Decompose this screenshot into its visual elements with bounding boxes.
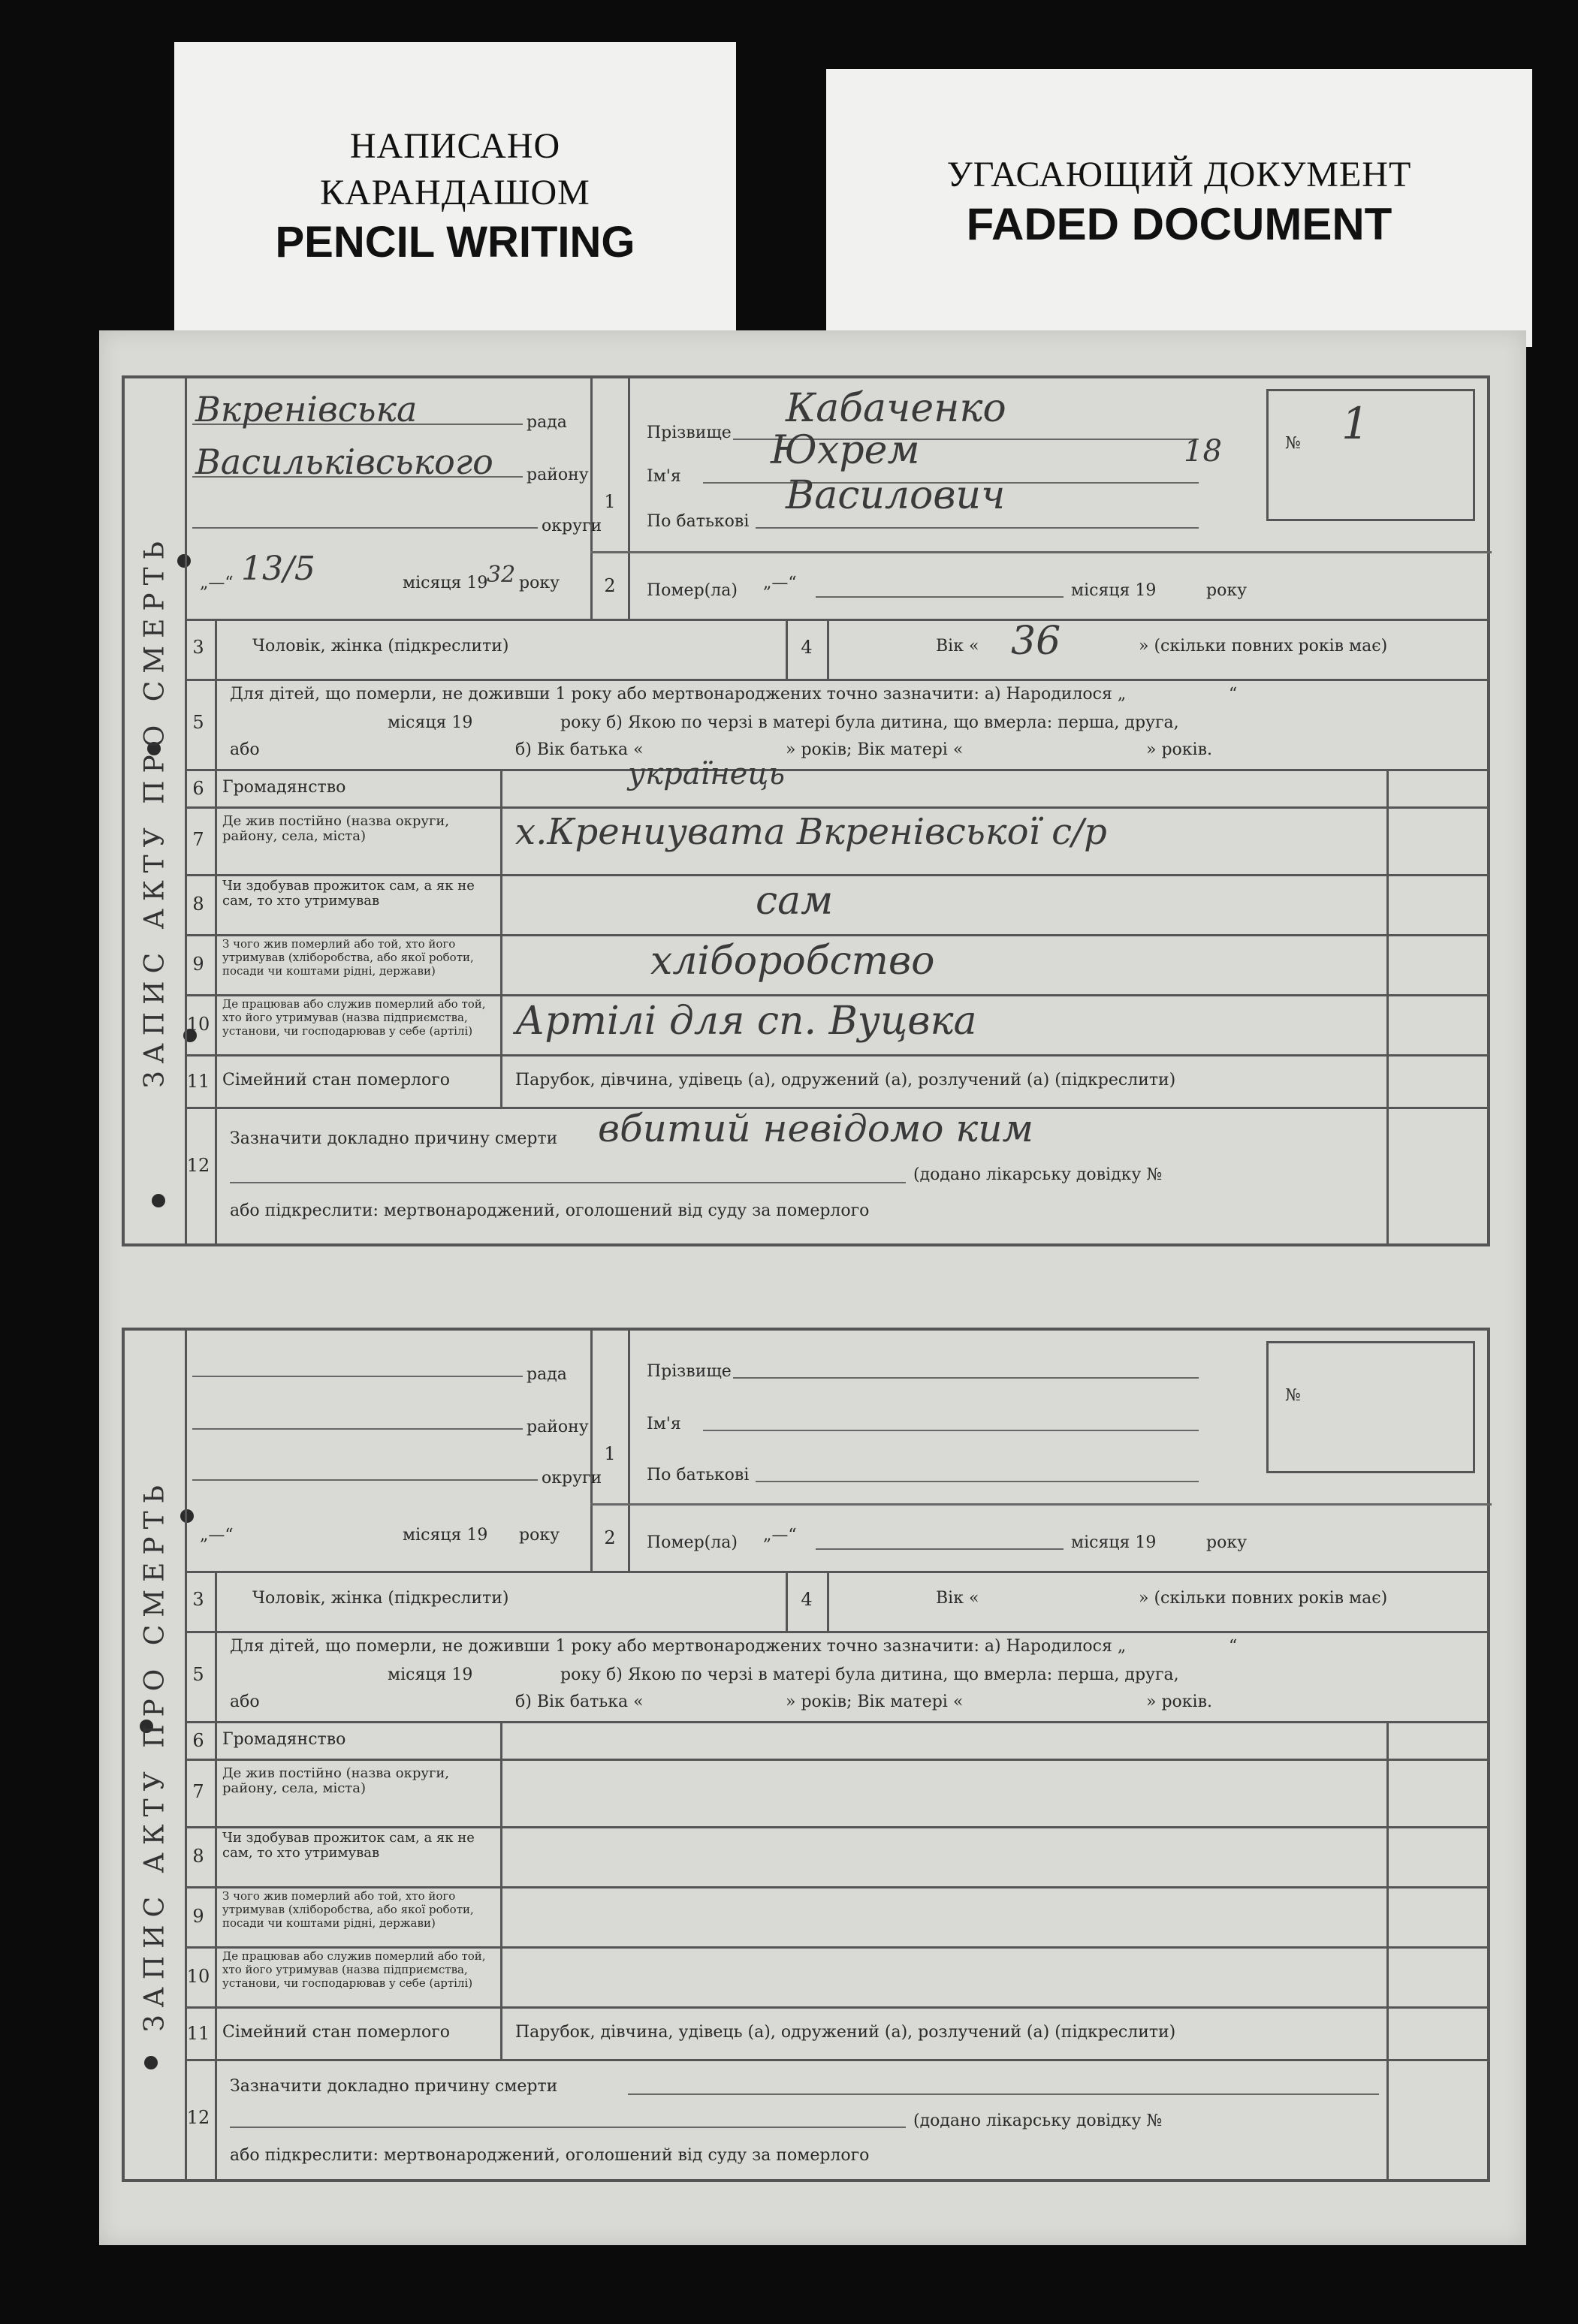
row-number: 3 (192, 1589, 204, 1610)
date-open-quote: „—“ (200, 574, 234, 592)
workplace-label: Де працював або служив померлий або той, хто його утримував (назва підприємства, установи, чи господарював у себе (артілі) (222, 1949, 486, 1990)
livelihood-label: Чи здобував прожиток сам, а як не сам, то хто утримував (222, 878, 475, 909)
cause-label: Зазначити докладно причину смерти (230, 2077, 558, 2096)
residence-label: Де жив постійно (назва округи, району, села, міста) (222, 1765, 450, 1796)
age-suffix: » (скільки повних років має) (1139, 1589, 1388, 1608)
row-number: 10 (186, 1014, 210, 1035)
died-label: Помер(ла) (647, 1533, 738, 1552)
card-ru-line2: КАРАНДАШОМ (320, 173, 590, 213)
rada-value: Вкренівська (195, 389, 418, 430)
age-label: Вік « (936, 1589, 979, 1608)
children-text-7: » років. (1146, 740, 1212, 759)
died-quotes: „—“ (763, 574, 797, 592)
row-number: 8 (192, 1846, 204, 1867)
row-7 (185, 1759, 1487, 1828)
row-number: 6 (192, 778, 204, 799)
workplace-value: Артілі для сп. Вуцвка (515, 999, 977, 1044)
children-text-3: року б) Якою по черзі в матері була дитина, що вмерла: перша, друга, (560, 713, 1179, 732)
faded-document-card (826, 69, 1532, 347)
row-number: 8 (192, 894, 204, 915)
surname-value: Кабаченко (786, 386, 1006, 431)
row-number: 12 (186, 2107, 210, 2128)
row-6 (185, 757, 1487, 809)
children-text-5: б) Вік батька « (515, 1693, 644, 1711)
number-label: № (1285, 434, 1301, 453)
row-number: 10 (186, 1966, 210, 1987)
died-roku-label: року (1206, 581, 1248, 600)
livelihood-value: сам (756, 879, 834, 924)
number-value: 1 (1341, 398, 1369, 449)
row-number: 11 (186, 2023, 210, 2044)
okruhy-label: округи (542, 1469, 602, 1488)
row-5 (185, 1631, 1487, 1723)
date-month-label: місяця 19 (403, 574, 488, 592)
row-number: 5 (192, 712, 204, 733)
raion-value: Васильківського (195, 442, 493, 482)
number-label: № (1285, 1386, 1301, 1405)
death-record-form-1 (122, 375, 1490, 1246)
cert-label: (додано лікарську довідку № (913, 2111, 1163, 2130)
date-year-value: 32 (487, 562, 516, 588)
children-text-6: » років; Вік матері « (786, 1693, 964, 1711)
citizenship-value: українець (628, 757, 786, 791)
row-6 (185, 1721, 1487, 1761)
name-value: Юхрем (771, 428, 920, 473)
raion-label: району (527, 466, 589, 484)
row-12 (185, 2059, 1487, 2179)
citizenship-label: Громадянство (222, 778, 346, 797)
patronymic-label: По батькові (647, 1466, 750, 1485)
row-number: 7 (192, 829, 204, 850)
marital-options: Парубок, дівчина, удівець (а), одружений (а), розлучений (а) (підкреслити) (515, 2023, 1176, 2042)
children-text-1: Для дітей, що померли, не доживши 1 року або мертвонароджених точно зазначити: а) Народилося „ (230, 685, 1127, 704)
side-title: ЗАПИС АКТУ ПРО СМЕРТЬ (125, 1331, 187, 2179)
died-label: Помер(ла) (647, 581, 738, 600)
row-number: 2 (604, 1527, 616, 1548)
date-open-quote: „—“ (200, 1526, 234, 1545)
row-7 (185, 806, 1487, 876)
children-text-6: » років; Вік матері « (786, 740, 964, 759)
died-month-label: місяця 19 (1071, 581, 1157, 600)
surname-label: Прізвище (647, 424, 732, 442)
children-text-3: року б) Якою по черзі в матері була дитина, що вмерла: перша, друга, (560, 1665, 1179, 1684)
name-label: Ім'я (647, 1415, 681, 1433)
marital-label: Сімейний стан померлого (222, 1071, 451, 1090)
patronymic-label: По батькові (647, 512, 750, 531)
livelihood-label: Чи здобував прожиток сам, а як не сам, то хто утримував (222, 1830, 475, 1861)
sex-label: Чоловік, жінка (підкреслити) (252, 1589, 509, 1608)
row-number: 7 (192, 1781, 204, 1802)
children-text-2: місяця 19 (388, 713, 473, 732)
row-number: 1 (604, 1443, 616, 1464)
cause-label: Зазначити докладно причину смерти (230, 1129, 558, 1148)
row-10 (185, 994, 1487, 1057)
cert-label: (додано лікарську довідку № (913, 1165, 1163, 1184)
stillborn-label: або підкреслити: мертвонароджений, оголошений від суду за померлого (230, 2146, 870, 2165)
date-month-label: місяця 19 (403, 1526, 488, 1545)
row-11 (185, 1054, 1487, 1109)
marital-options: Парубок, дівчина, удівець (а), одружений (а), розлучений (а) (підкреслити) (515, 1071, 1176, 1090)
name-note: 18 (1184, 434, 1222, 469)
row-3-4 (185, 1571, 1487, 1633)
death-record-form-2 (122, 1328, 1490, 2182)
row-number: 9 (192, 1906, 204, 1927)
rada-label: рада (527, 1365, 567, 1384)
surname-label: Прізвище (647, 1362, 732, 1381)
card-ru: УГАСАЮЩИЙ ДОКУМЕНТ (946, 155, 1412, 194)
row-8 (185, 1826, 1487, 1888)
pencil-writing-card (174, 42, 736, 335)
died-quotes: „—“ (763, 1526, 797, 1545)
marital-label: Сімейний стан померлого (222, 2023, 451, 2042)
date-roku-label: року (519, 574, 560, 592)
card-en: PENCIL WRITING (275, 218, 635, 267)
row-11 (185, 2006, 1487, 2061)
row-number: 6 (192, 1730, 204, 1751)
row-number: 3 (192, 637, 204, 658)
row-3-4 (185, 619, 1487, 681)
age-suffix: » (скільки повних років має) (1139, 637, 1388, 656)
row-9 (185, 934, 1487, 996)
row-9 (185, 1886, 1487, 1949)
died-month-label: місяця 19 (1071, 1533, 1157, 1552)
raion-label: району (527, 1418, 589, 1436)
row-number: 11 (186, 1071, 210, 1092)
children-text-2: місяця 19 (388, 1665, 473, 1684)
children-text-4: або (230, 740, 260, 759)
row-10 (185, 1946, 1487, 2009)
died-roku-label: року (1206, 1533, 1248, 1552)
row-5 (185, 679, 1487, 771)
card-ru-line1: НАПИСАНО (349, 126, 561, 166)
stillborn-label: або підкреслити: мертвонароджений, оголошений від суду за померлого (230, 1201, 870, 1220)
row-number: 5 (192, 1664, 204, 1685)
row-number: 2 (604, 575, 616, 596)
row-number: 12 (186, 1155, 210, 1176)
header-block (185, 378, 1487, 621)
children-text-7: » років. (1146, 1693, 1212, 1711)
date-day-value: 13/5 (241, 550, 315, 588)
citizenship-label: Громадянство (222, 1730, 346, 1749)
children-quote-end: “ (1229, 1637, 1238, 1656)
date-roku-label: року (519, 1526, 560, 1545)
age-label: Вік « (936, 637, 979, 656)
workplace-label: Де працював або служив померлий або той, хто його утримував (назва підприємства, установи, чи господарював у себе (артілі) (222, 997, 486, 1038)
cause-value: вбитий невідомо ким (598, 1107, 1033, 1150)
card-en: FADED DOCUMENT (966, 199, 1392, 249)
sex-label: Чоловік, жінка (підкреслити) (252, 637, 509, 656)
row-12 (185, 1107, 1487, 1243)
children-text-1: Для дітей, що померли, не доживши 1 року або мертвонароджених точно зазначити: а) Народилося „ (230, 1637, 1127, 1656)
children-text-5: б) Вік батька « (515, 740, 644, 759)
income-source-label: З чого жив померлий або той, хто його утримував (хліборобства, або якої роботи, посади чи коштами рідні, держави) (222, 1889, 474, 1930)
children-text-4: або (230, 1693, 260, 1711)
children-quote-end: “ (1229, 685, 1238, 704)
row-number: 4 (801, 637, 813, 658)
row-number: 4 (801, 1589, 813, 1610)
age-value: 36 (1011, 619, 1061, 664)
income-source-label: З чого жив померлий або той, хто його утримував (хліборобства, або якої роботи, посади чи коштами рідні, держави) (222, 937, 474, 978)
row-8 (185, 874, 1487, 936)
name-label: Ім'я (647, 467, 681, 486)
okruhy-label: округи (542, 517, 602, 535)
row-number: 1 (604, 491, 616, 512)
row-number: 9 (192, 954, 204, 975)
residence-label: Де жив постійно (назва округи, району, села, міста) (222, 813, 450, 844)
side-title: ЗАПИС АКТУ ПРО СМЕРТЬ (125, 378, 187, 1243)
income-source-value: хліборобство (650, 939, 935, 984)
header-block (185, 1331, 1487, 1573)
residence-value: х.Крениувата Вкренівської с/р (515, 811, 1107, 853)
rada-label: рада (527, 413, 567, 432)
patronymic-value: Василович (786, 473, 1006, 518)
